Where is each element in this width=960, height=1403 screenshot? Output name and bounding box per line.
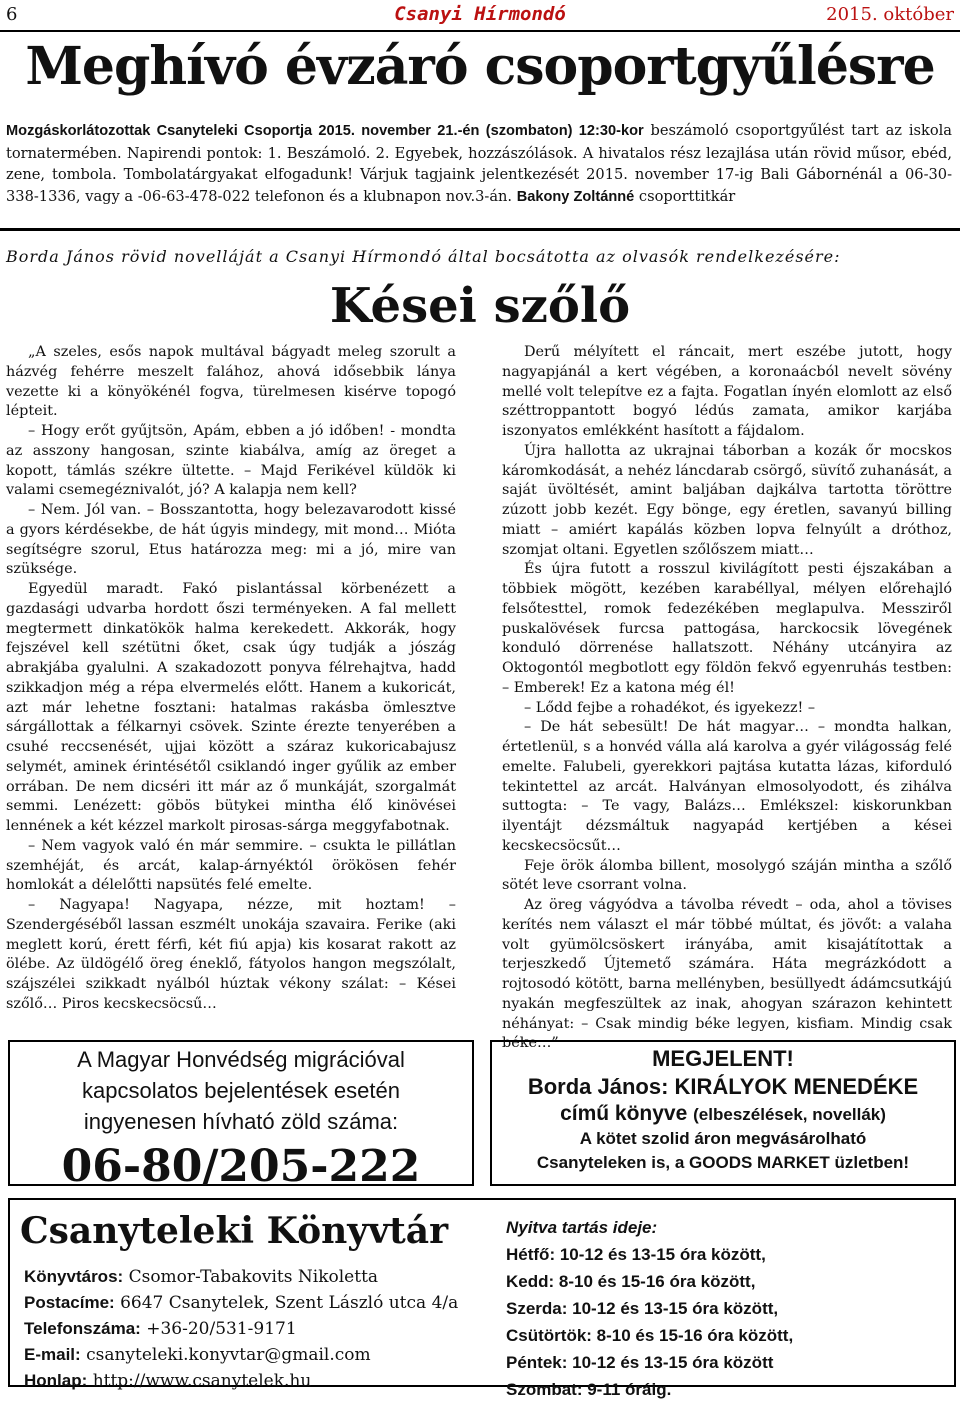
notice-signer-role: csoporttitkár	[638, 187, 736, 205]
book-price-note: A kötet szolid áron megvásárolható	[579, 1129, 867, 1148]
opening-hours-row: Hétfő: 10-12 és 13-15 óra között,	[506, 1245, 766, 1264]
page-number: 6	[6, 4, 18, 25]
story-title: Kései szőlő	[329, 278, 631, 334]
ad-text-line: kapcsolatos bejelentések esetén	[82, 1078, 400, 1103]
newspaper-name: Csanyi Hírmondó	[394, 3, 566, 25]
book-store-note: Csanyteleken is, a GOODS MARKET üzletben!	[536, 1153, 910, 1172]
story-paragraph: – Nem. Jól van. – Bosszantotta, hogy belezavarodott kissé a gyors kérdésekbe, de hát úgyis mindegy, mit mond… Mióta segítségre szorul, Etus határozza meg: mi a jó, mire van szüksége.	[6, 502, 456, 578]
library-title: Csanyteleki Könyvtár	[20, 1210, 449, 1252]
opening-hours-title: Nyitva tartás ideje:	[506, 1218, 658, 1237]
library-contact	[24, 1264, 458, 1394]
story-paragraph: És újra futott a rosszul kivilágított pesti éjszakában a többiek mögött, kezében karabéllyal, mélyen előrehajló felsőtesttel, romok fedezékében meglapulva. Messziről puskalövések furcsa pattogása, harckocsik lövegének konduló dörrenése hallatszott. Néhány utcányira az Oktogontól megbotlott egy földön fekvő egyenruhás testben: – Emberek! Ez a katona még él!	[502, 561, 952, 696]
notice-title: Meghívó évzáró csoportgyűlésre	[25, 36, 935, 97]
story-paragraph: – Hogy erőt gyűjtsön, Apám, ebben a jó időben! - mondta az asszony hangosan, szinte kiabálva, amíg az öreget a kopott, támlás székre ültette. – Majd Ferikével küldök ki valami csemegéznivalót, jó? A kalapja nem kell?	[6, 423, 456, 499]
library-contact-row: E-mail: csanyteleki.konyvtar@gmail.com	[24, 1345, 371, 1365]
section-divider	[0, 228, 960, 231]
story-paragraph: Újra hallotta az ukrajnai táborban a kozák őr mocskos káromkodását, a nehéz láncdarab csörgő, süvítő zuhanását, a saját üvöltését, amint baljában dajkálva tartotta töröttre zúzott jobb kezét. Egy bönge, egy éretlen, savanyú billing miatt – amiért kapálás közben lopva felnyúlt a dróthoz, szomjat oltani. Egyetlen szőlőszem miatt…	[502, 442, 952, 558]
opening-hours-row: Péntek: 10-12 és 13-15 óra között	[506, 1353, 774, 1372]
opening-hours	[506, 1214, 793, 1403]
issue-date: 2015. október	[826, 4, 954, 25]
library-info-box	[8, 1198, 956, 1399]
notice-lead: Mozgáskorlátozottak Csanyteleki Csoportja 2015. november 21.-én (szombaton) 12:30-kor	[6, 123, 644, 139]
book-subtitle: című könyve (elbeszélések, novellák)	[560, 1102, 886, 1125]
opening-hours-row: Csütörtök: 8-10 és 15-16 óra között,	[506, 1326, 794, 1345]
story-intro: Borda János rövid novelláját a Csanyi Hírmondó által bocsátotta az olvasók rendelkezésére:	[6, 247, 841, 266]
story-paragraph: – Lődd fejbe a rohadékot, és igyekezz! –	[524, 699, 816, 716]
opening-hours-row: Szombat: 9-11 óráig.	[506, 1380, 672, 1399]
page-header	[0, 0, 960, 32]
notice-body	[6, 120, 952, 208]
story-paragraph: „A szeles, esős napok multával bágyadt meleg szorult a házvég fehérre meszelt falához, ahová idősebbik lánya vezette ki a könyökénél fogva, türelmesen kisérve topogó lépteit.	[6, 344, 456, 420]
story-paragraph: – Nem vagyok való én már semmire. – csukta le pillátlan szemhéját, és arcát, kalap-árnyéktól örökösen fehér homlokát a délelőtti napsütés felé emelte.	[6, 837, 456, 894]
library-contact-row: Könyvtáros: Csomor-Tabakovits Nikoletta	[24, 1267, 379, 1287]
story-paragraph: – Nagyapa! Nagyapa, nézze, mit hoztam! – Szendergéséből lassan eszmélt unokája szavaira. Ferike (aki meglett korú, érett férfi, két fiú apja) kis kosarat rakott az ölébe. Az üldögélő öreg éneklő, fátyolos hangon megszólalt, szájszélei szikkadt nyálból húztak vékony szálat: – Kései szőlő… Piros kecskecsöcsű…	[6, 897, 456, 1012]
opening-hours-row: Szerda: 10-12 és 13-15 óra között,	[506, 1299, 779, 1318]
story-column-right	[502, 343, 952, 1054]
story-paragraph: – De hát sebesült! De hát magyar… – mondta halkan, értetlenül, s a honvéd válla alá karolva a gyér világosság felé emelte. Falubeli, gyerekkori pajtása kutatta lázas, kiforduló tekintettel az arcát. Halványan elmosolyodott, és zihálva suttogta: – Te vagy, Balázs… Emlékszel: kiskorunkban ilyentájt dézsmáltuk nagyapád kertjében a kései kecskecsöcsűt…	[502, 719, 952, 854]
story-paragraph: Feje örök álomba billent, mosolygó száján mintha a szőlő sötét leve csorrant volna.	[502, 857, 952, 894]
story-column-left	[6, 343, 456, 1015]
ad-text-line: A Magyar Honvédség migrációval	[77, 1047, 405, 1072]
opening-hours-row: Kedd: 8-10 és 15-16 óra között,	[506, 1272, 756, 1291]
ad-text-line: ingyenesen hívható zöld száma:	[83, 1109, 399, 1134]
notice-text: beszámoló csoportgyűlést tart az iskola tornatermében. Napirendi pontok: 1. Beszámoló. 2. Egyebek, hozzászólások. A hivatalos rész lezajlása után rövid műsor, ebéd, zene, tombola. Tombolatárgyakat elfogadunk! Várjuk tagjaink jelentkezését 2015. november 17-ig Bali Gábornénál a 06-30-338-1336, vagy a -06-63-478-022 telefonon és a klubnapon nov.3-án.	[6, 122, 952, 205]
story-paragraph: Egyedül maradt. Fakó pislantással körbenézett a gazdasági udvarba hordott őszi terményeken. A fal mellett megtermett dinkatökök halma kerekedett. Akkorák, hogy fejszével kell szétütni őket, csak úgy tudják a jószág abrakjába gyalulni. A szakadozott ponyva félrehajtva, hadd szikkadjon még a répa elvermelés előtt. Hanem a kukoricát, azt már lehetne fosztani: hatalmas rakásba ömlesztve sárgállottak a félkarnyi csövek. Szinte érezte tenyerében a csuhé reccsenését, ujjai között a száraz kukoricabajusz selymét, aminek érintésétől csiklandó inger gyűlik az ember orrában. De nem dicséri itt már az ő munkáját, szorgalmát semmi. Lenézett: göbös bütykei mintha élő kinövései lennének a két kézzel markolt pirosas-sárga meggyfabotnak.	[6, 581, 456, 834]
library-contact-row: Postacíme: 6647 Csanytelek, Szent László utca 4/a	[24, 1293, 459, 1313]
ad-headline: MEGJELENT!	[652, 1046, 794, 1071]
book-announcement-ad	[490, 1040, 956, 1186]
library-contact-row: Telefonszáma: +36-20/531-9171	[24, 1319, 297, 1339]
story-paragraph: Az öreg vágyódva a távolba révedt – oda, ahol a tövises kerítés nem választ el már többé múltat, és jövőt: a valaha volt gyümölcsöskert irányába, amit kisajátítottak a terjeszkedő Újtemető számára. Háta megrázkódott a rojtosodó kötött, barna mellényben, besüllyedt ádámcsutkájú nyakán megfeszültek az inak, ahogyan szárazon kehintett néhányat: – Csak mindig béke legyen, kisfiam. Mindig csak béke…”	[502, 897, 952, 1052]
hotline-number: 06-80/205-222	[61, 1141, 421, 1192]
military-hotline-ad	[8, 1040, 474, 1192]
library-contact-row: Honlap: http://www.csanytelek.hu	[24, 1371, 312, 1391]
story-paragraph: Derű mélyített el ráncait, mert eszébe jutott, hogy nagyapjánál a kert végében, a koronaácból nevelt sövény mellé volt telepítve ez a fajta. Fogatlan ínyén elomlott az első széttroppantott bogyó lédús zamata, amikor karjába iszonyatos emlékként hasított a fájdalom.	[502, 344, 952, 439]
book-title: Borda János: KIRÁLYOK MENEDÉKE	[527, 1074, 919, 1099]
notice-signer: Bakony Zoltánné	[516, 188, 635, 205]
